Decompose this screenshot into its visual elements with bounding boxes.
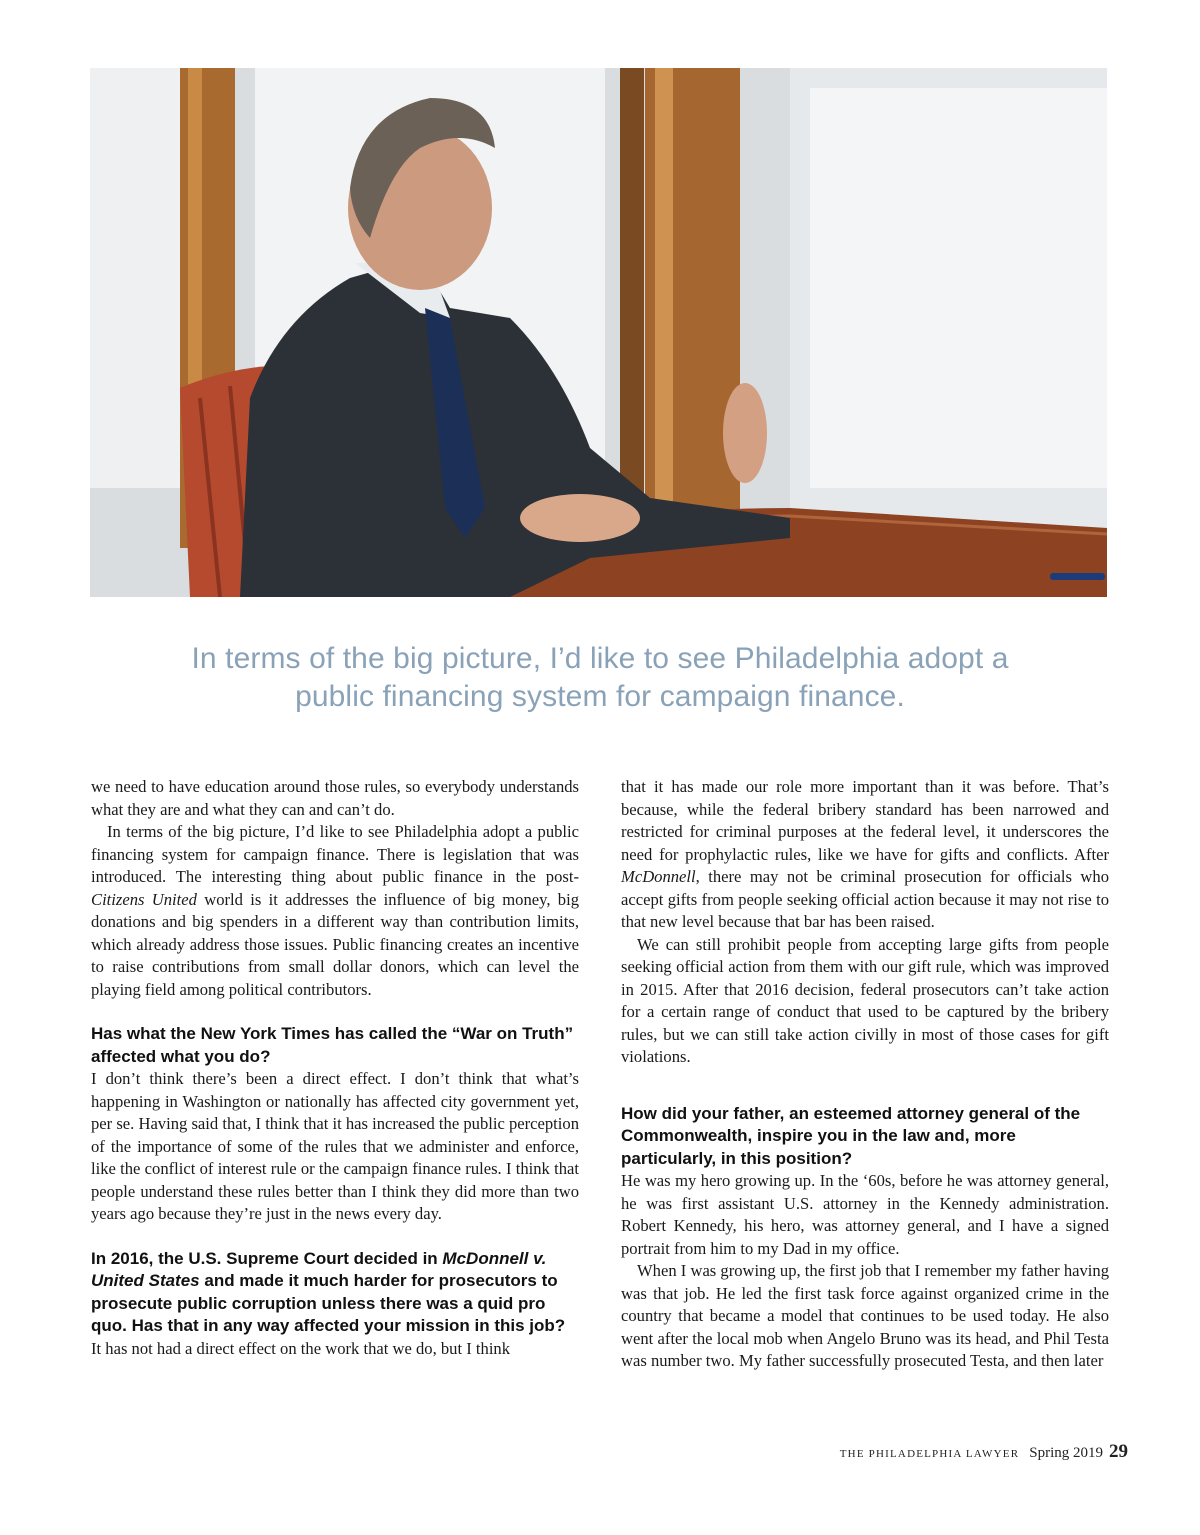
photo-illustration — [90, 68, 1107, 597]
paragraph: we need to have education around those rules, so everybody understands what they are and what they can and can’t do. — [91, 777, 579, 819]
page-footer — [840, 1441, 1128, 1463]
paragraph: It has not had a direct effect on the work that we do, but I think — [91, 1338, 511, 1358]
pull-quote-line-2: public financing system for campaign finance. — [295, 680, 905, 713]
interview-question: Has what the New York Times has called the “War on Truth” affected what you do? — [91, 1024, 574, 1066]
right-column — [621, 776, 1109, 1373]
pull-quote — [100, 640, 1100, 716]
paragraph: I don’t think there’s been a direct effect. I don’t think that what’s happening in Washington or nationally has affected city government yet, per se. Having said that, I think that it has increased the public perception of the importance of some of the rules that we administer and enforce, like the conflict of interest rule or the campaign finance rules. I think that people understand these rules better than I think they did more than two years ago because they’re just in the news every day. — [91, 1069, 579, 1223]
left-column — [91, 776, 579, 1360]
paragraph: that it has made our role more important than it was before. That’s because, while the federal bribery standard has been narrowed and restricted for criminal purposes at the federal level, it underscores the need for prophylactic rules, like we have for gifts and conflicts. After McDonnell, there may not be criminal prosecution for officials who accept gifts from people seeking official action because it may not rise to that new level because that bar has been raised. — [621, 777, 1109, 931]
page-number: 29 — [1109, 1441, 1128, 1462]
paragraph: We can still prohibit people from accepting large gifts from people seeking official action from them with our gift rule, which was improved in 2015. After that 2016 decision, federal prosecutors can’t take action for a certain range of conduct that used to be captured by the bribery rules, but we can still take action civilly in most of those cases for gift violations. — [621, 934, 1109, 1066]
paragraph: In terms of the big picture, I’d like to see Philadelphia adopt a public financing system for campaign finance. There is legislation that was introduced. The interesting thing about public finance in the post-Citizens United world is it addresses the influence of big money, big donations and big spenders in a different way than contribution limits, which already address those issues. Public financing creates an incentive to raise contributions from small dollar donors, which can level the playing field among political contributors. — [91, 822, 580, 999]
issue-date: Spring 2019 — [1029, 1445, 1103, 1461]
interview-question: How did your father, an esteemed attorney general of the Commonwealth, inspire you in the law and, more particularly, in this position? — [621, 1103, 1081, 1168]
publication-name: THE PHILADELPHIA LAWYER — [839, 1448, 1020, 1460]
paragraph: He was my hero growing up. In the ‘60s, before he was attorney general, he was first assistant U.S. attorney in the Kennedy administration. Robert Kennedy, his hero, was attorney general, and I have a signed portrait from him to my Dad in my office. — [621, 1171, 1109, 1258]
pull-quote-line-1: In terms of the big picture, I’d like to see Philadelphia adopt a — [191, 642, 1009, 675]
interview-photo — [90, 68, 1107, 597]
interview-question: In 2016, the U.S. Supreme Court decided in McDonnell v. United States and made it much harder for prosecutors to prosecute public corruption unless there was a quid pro quo. Has that in any way affected your mission in this job? — [91, 1248, 566, 1335]
paragraph: When I was growing up, the first job that I remember my father having was that job. He led the first task force against organized crime in the country that became a model that continues to be used today. He also went after the local mob when Angelo Bruno was its head, and Phil Testa was number two. My father successfully prosecuted Testa, and then later — [621, 1261, 1109, 1370]
